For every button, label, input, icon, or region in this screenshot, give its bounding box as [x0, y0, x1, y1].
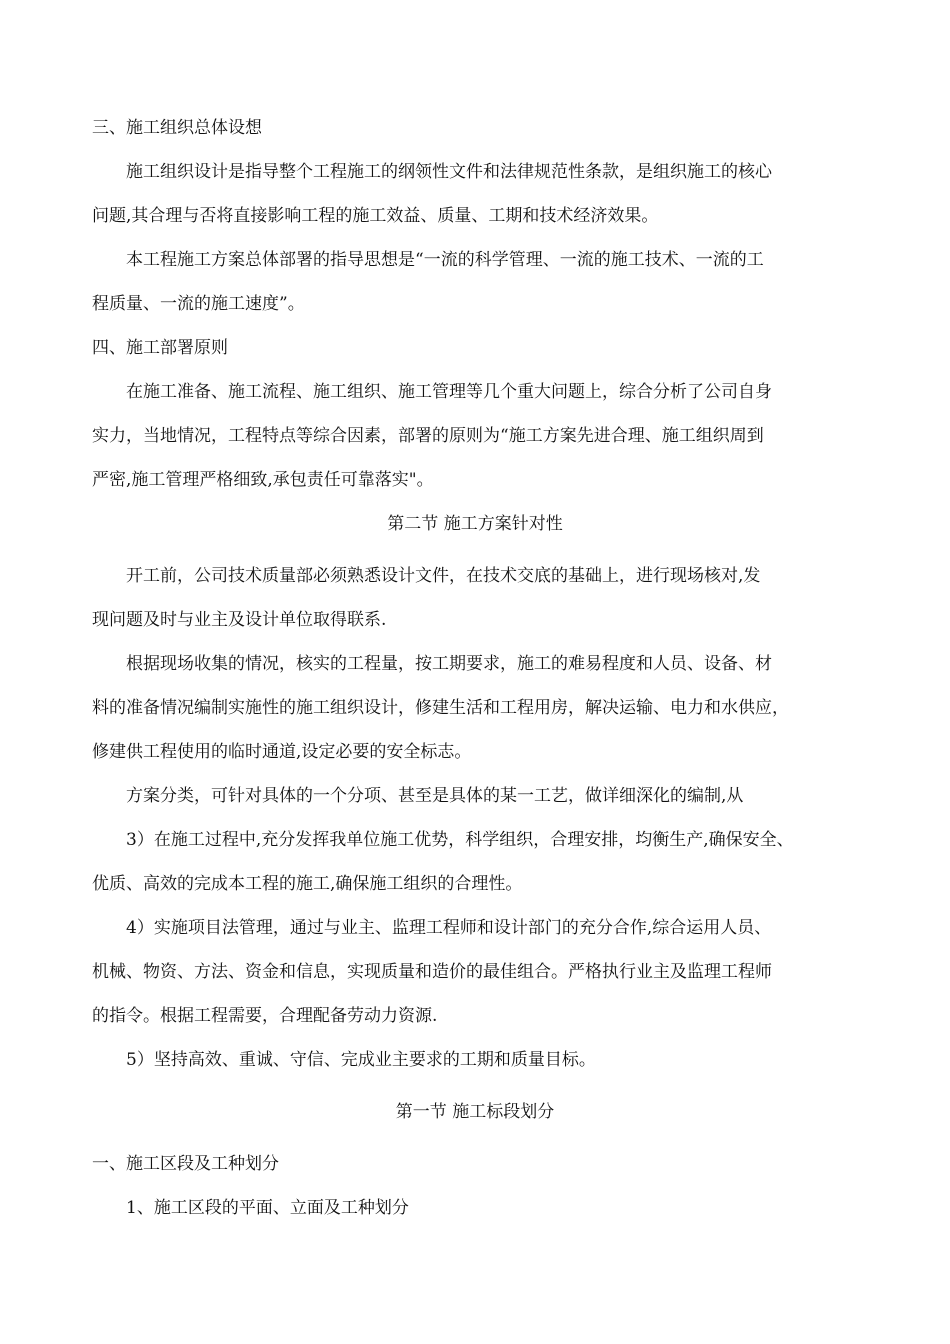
paragraph-line: 根据现场收集的情况，核实的工程量，按工期要求，施工的难易程度和人员、设备、材 — [126, 654, 772, 674]
paragraph-line: 本工程施工方案总体部署的指导思想是“一流的科学管理、一流的施工技术、一流的工 — [126, 250, 764, 270]
paragraph-line: 严密,施工管理严格细致,承包责任可靠落实"。 — [92, 470, 434, 490]
section-heading: 一、施工区段及工种划分 — [92, 1154, 279, 1174]
paragraph-line: 5）坚持高效、重诚、守信、完成业主要求的工期和质量目标。 — [126, 1050, 596, 1070]
paragraph-line: 实力，当地情况，工程特点等综合因素，部署的原则为“施工方案先进合理、施工组织周到 — [92, 426, 764, 446]
paragraph-line: 的指令。根据工程需要，合理配备劳动力资源. — [92, 1006, 438, 1026]
paragraph-line: 修建供工程使用的临时通道,设定必要的安全标志。 — [92, 742, 472, 762]
paragraph — [92, 1186, 858, 1230]
paragraph — [92, 818, 858, 906]
document-content — [92, 106, 858, 1230]
paragraph — [92, 238, 858, 326]
paragraph-line: 程质量、一流的施工速度”。 — [92, 294, 305, 314]
paragraph — [92, 150, 858, 238]
paragraph-line: 1、施工区段的平面、立面及工种划分 — [126, 1198, 409, 1218]
paragraph — [92, 1038, 858, 1082]
paragraph — [92, 642, 858, 774]
paragraph-line: 开工前，公司技术质量部必须熟悉设计文件，在技术交底的基础上，进行现场核对,发 — [126, 566, 761, 586]
paragraph — [92, 370, 858, 502]
paragraph-line: 优质、高效的完成本工程的施工,确保施工组织的合理性。 — [92, 874, 523, 894]
paragraph — [92, 554, 858, 642]
paragraph-line: 施工组织设计是指导整个工程施工的纲领性文件和法律规范性条款，是组织施工的核心 — [126, 162, 772, 182]
paragraph-line: 机械、物资、方法、资金和信息，实现质量和造价的最佳组合。严格执行业主及监理工程师 — [92, 962, 772, 982]
paragraph-line: 现问题及时与业主及设计单位取得联系. — [92, 610, 387, 630]
paragraph-line: 4）实施项目法管理，通过与业主、监理工程师和设计部门的充分合作,综合运用人员、 — [126, 918, 772, 938]
paragraph-line: 3）在施工过程中,充分发挥我单位施工优势，科学组织，合理安排，均衡生产,确保安全、 — [126, 830, 794, 850]
paragraph-line: 在施工准备、施工流程、施工组织、施工管理等几个重大问题上，综合分析了公司自身 — [126, 382, 772, 402]
paragraph-line: 料的准备情况编制实施性的施工组织设计，修建生活和工程用房，解决运输、电力和水供应， — [92, 698, 789, 718]
paragraph — [92, 774, 858, 818]
paragraph-line: 方案分类，可针对具体的一个分项、甚至是具体的某一工艺，做详细深化的编制,从 — [126, 786, 744, 806]
paragraph — [92, 906, 858, 1038]
chapter-heading: 第一节 施工标段划分 — [395, 1102, 555, 1122]
paragraph-line: 问题,其合理与否将直接影响工程的施工效益、质量、工期和技术经济效果。 — [92, 206, 659, 226]
section-heading: 四、施工部署原则 — [92, 338, 228, 358]
section-heading: 三、施工组织总体设想 — [92, 118, 262, 138]
chapter-heading: 第二节 施工方案针对性 — [387, 514, 563, 534]
